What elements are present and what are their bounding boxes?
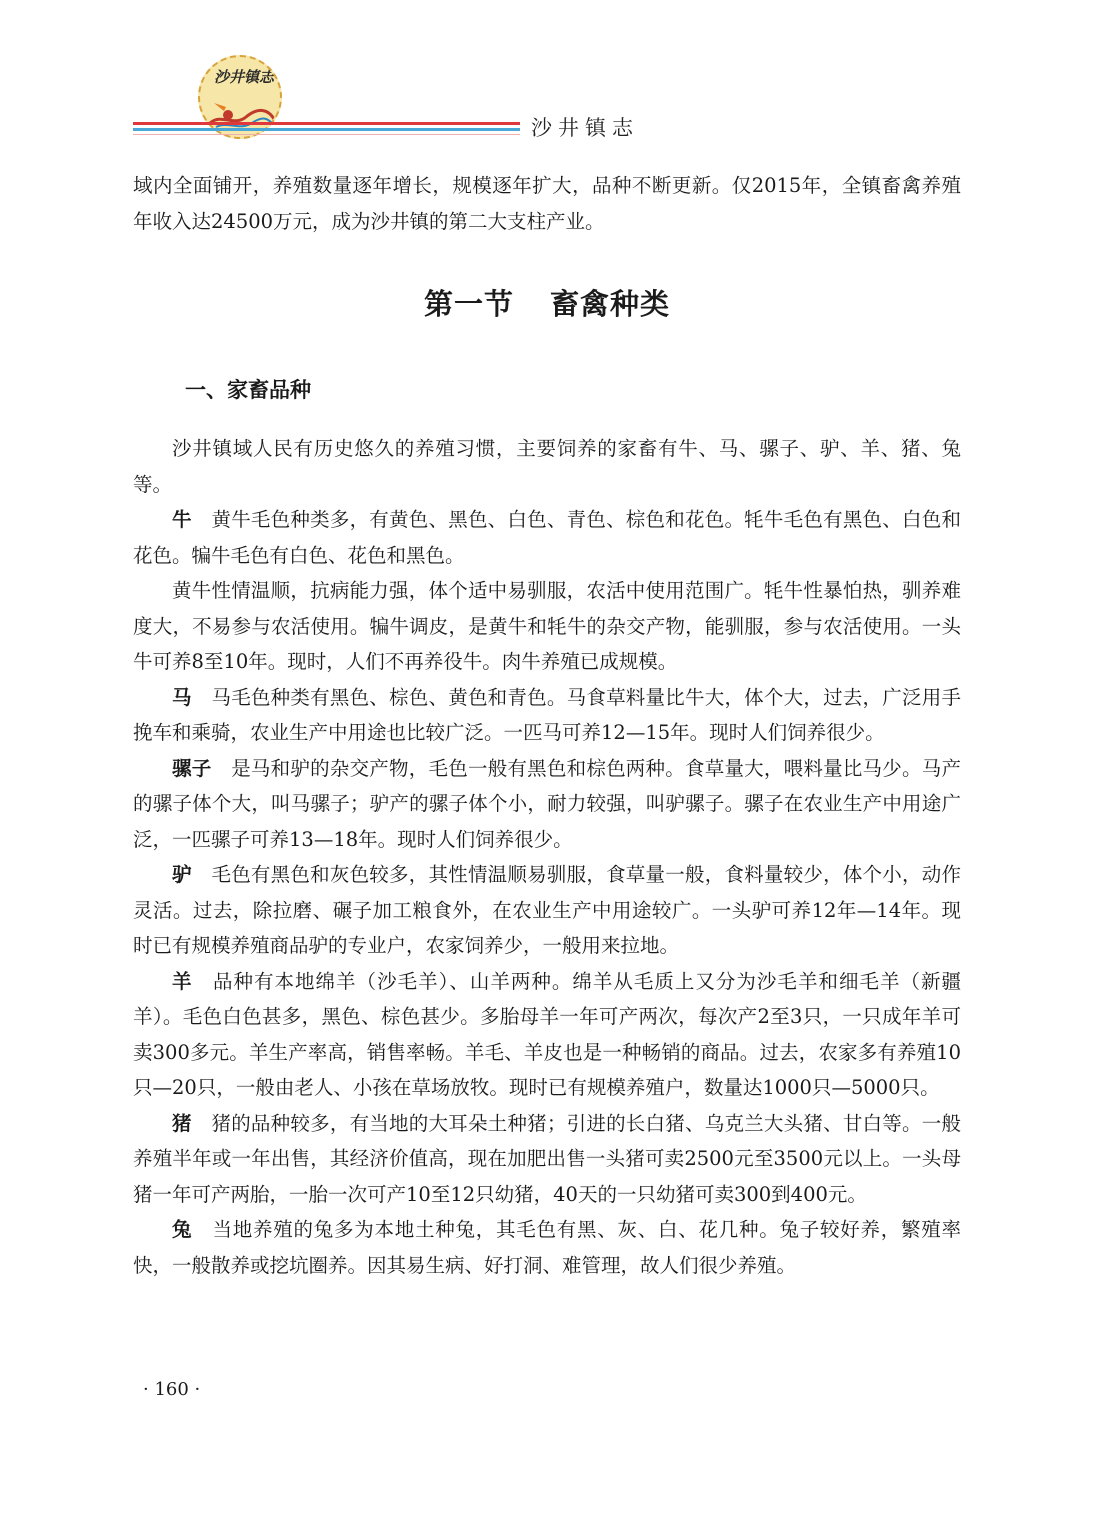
term: 牛 bbox=[172, 508, 192, 531]
paragraph bbox=[133, 680, 961, 751]
term: 猪 bbox=[172, 1111, 192, 1135]
subsection-heading: 一、家畜品种 bbox=[185, 378, 311, 402]
section-title bbox=[133, 282, 961, 323]
section-number: 第一节 bbox=[423, 287, 514, 321]
intro-paragraph: 域内全面铺开，养殖数量逐年增长，规模逐年扩大，品种不断更新。仅2015年，全镇畜禽养殖年收入达24500万元，成为沙井镇的第二大支柱产业。 bbox=[133, 174, 961, 233]
paragraph-text: 是马和驴的杂交产物，毛色一般有黑色和棕色两种。食草量大，喂料量比马少。马产的骡子体个大，叫马骡子；驴产的骡子体个小，耐力较强，叫驴骡子。骡子在农业生产中用途广泛，一匹骡子可养13—18年。现时人们饲养很少。 bbox=[133, 756, 961, 851]
term: 兔 bbox=[172, 1218, 193, 1241]
paragraph bbox=[133, 502, 961, 573]
header-rule-thin bbox=[133, 134, 520, 135]
running-title: 沙井镇志 bbox=[531, 116, 639, 140]
term: 驴 bbox=[172, 863, 192, 886]
term: 羊 bbox=[172, 969, 193, 993]
paragraph-text: 猪的品种较多，有当地的大耳朵土种猪；引进的长白猪、乌克兰大头猪、甘白等。一般养殖半年或一年出售，其经济价值高，现在加肥出售一头猪可卖2500元至3500元以上。一头母猪一年可产两胎，一胎一次可产10至12只幼猪，40天的一只幼猪可卖300到400元。 bbox=[133, 1111, 961, 1206]
paragraph bbox=[133, 857, 961, 964]
paragraph-text: 黄牛性情温顺，抗病能力强，体个适中易驯服，农活中使用范围广。牦牛性暴怕热，驯养难度大，不易参与农活使用。犏牛调皮，是黄牛和牦牛的杂交产物，能驯服，参与农活使用。一头牛可养8至10年。现时，人们不再养役牛。肉牛养殖已成规模。 bbox=[133, 579, 961, 673]
paragraph-text: 当地养殖的兔多为本地土种兔，其毛色有黑、灰、白、花几种。兔子较好养，繁殖率快，一般散养或挖坑圈养。因其易生病、好打洞、难管理，故人们很少养殖。 bbox=[133, 1218, 961, 1277]
term: 马 bbox=[172, 685, 192, 709]
header-rule-red bbox=[133, 122, 520, 125]
paragraph bbox=[133, 431, 961, 502]
book-logo bbox=[198, 55, 282, 139]
paragraph-text: 毛色有黑色和灰色较多，其性情温顺易驯服，食草量一般，食料量较少，体个小，动作灵活。过去，除拉磨、碾子加工粮食外，在农业生产中用途较广。一头驴可养12年—14年。现时已有规模养殖商品驴的专业户，农家饲养少，一般用来拉地。 bbox=[133, 863, 961, 957]
header-rule-blue bbox=[133, 128, 520, 131]
paragraph bbox=[133, 573, 961, 680]
page-header bbox=[0, 0, 1093, 150]
page-body bbox=[133, 168, 961, 1283]
paragraph-text: 品种有本地绵羊（沙毛羊）、山羊两种。绵羊从毛质上又分为沙毛羊和细毛羊（新疆羊）。毛色白色甚多，黑色、棕色甚少。多胎母羊一年可产两次，每次产2至3只，一只成年羊可卖300多元。羊生产率高，销售率畅。羊毛、羊皮也是一种畅销的商品。过去，农家多有养殖10只—20只，一般由老人、小孩在草场放牧。现时已有规模养殖户，数量达1000只—5000只。 bbox=[133, 969, 961, 1099]
section-name: 畜禽种类 bbox=[550, 287, 671, 321]
term: 骡子 bbox=[172, 756, 212, 780]
paragraph bbox=[133, 1106, 961, 1213]
paragraph-text: 黄牛毛色种类多，有黄色、黑色、白色、青色、棕色和花色。牦牛毛色有黑色、白色和花色。犏牛毛色有白色、花色和黑色。 bbox=[133, 508, 961, 567]
paragraph bbox=[133, 751, 961, 858]
page-number: · 160 · bbox=[143, 1379, 201, 1400]
paragraph bbox=[133, 964, 961, 1106]
paragraph bbox=[133, 1212, 961, 1283]
paragraph-text: 沙井镇域人民有历史悠久的养殖习惯，主要饲养的家畜有牛、马、骡子、驴、羊、猪、兔等。 bbox=[133, 437, 961, 496]
paragraph-text: 马毛色种类有黑色、棕色、黄色和青色。马食草料量比牛大，体个大，过去，广泛用手挽车和乘骑，农业生产中用途也比较广泛。一匹马可养12—15年。现时人们饲养很少。 bbox=[133, 685, 961, 744]
logo-text: 沙井镇志 bbox=[214, 68, 275, 86]
